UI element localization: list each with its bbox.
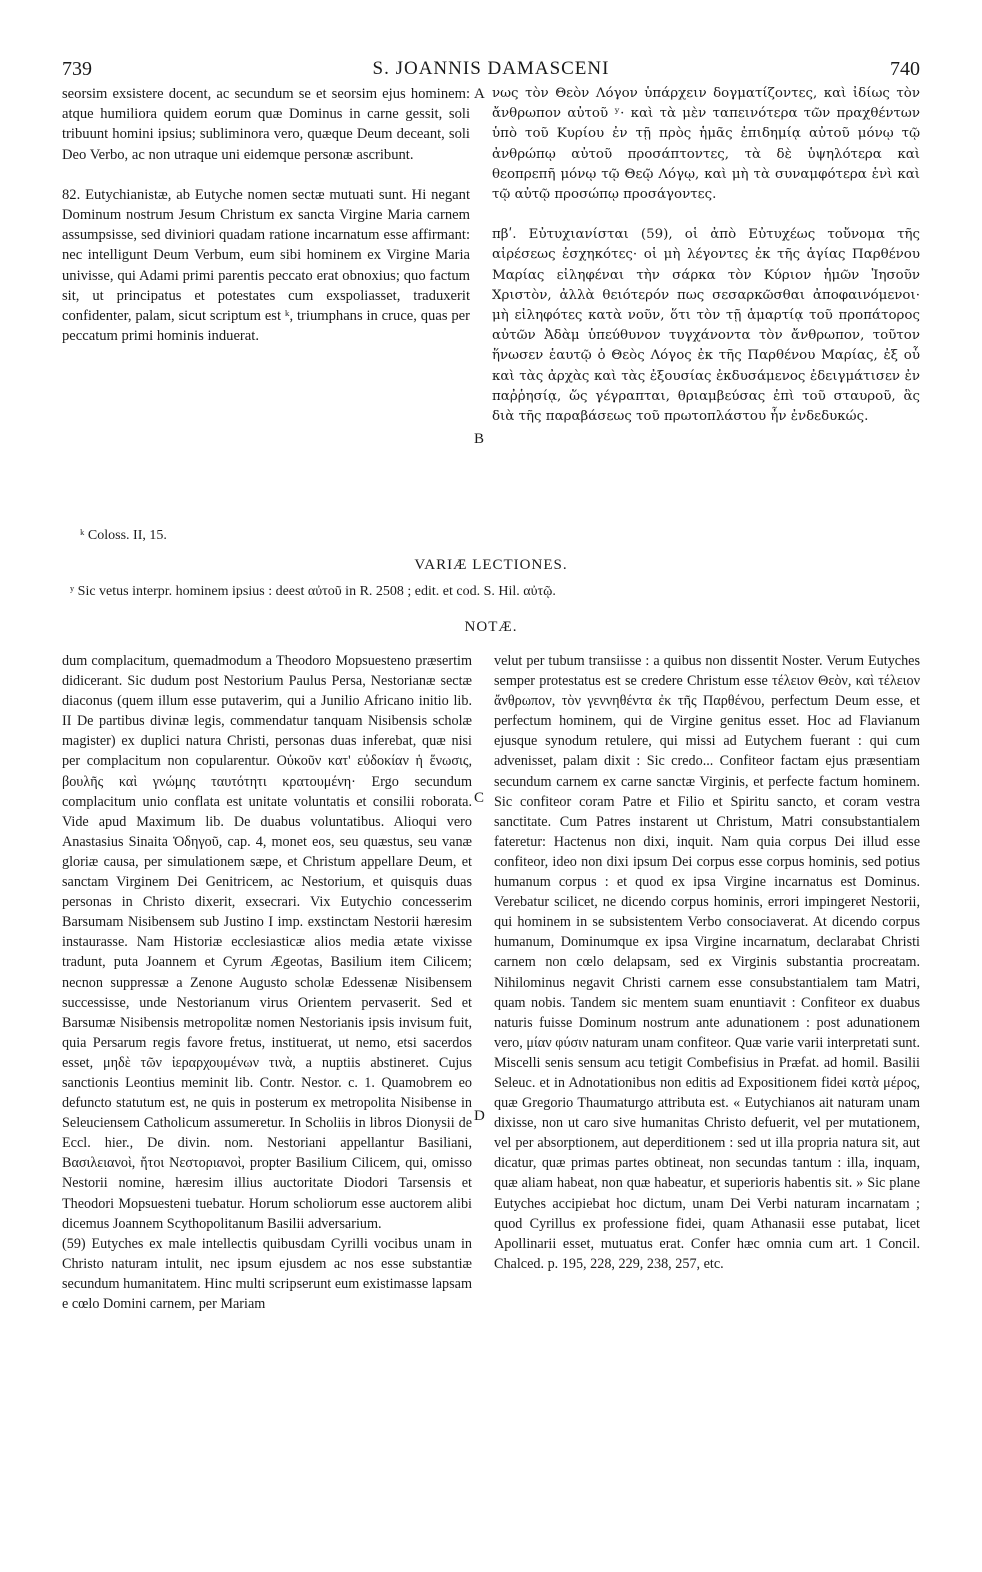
latin-paragraph-2: 82. Eutychianistæ, ab Eutyche nomen sectæ mutuati sunt. Hi negant Dominum nostrum Jesum Christum ex sancta Virgine Maria carnem assumpsisse, sed diviniori quadam ratione incarnatum esse affirmant: nec intelligunt Deum Verbum, eum sibi hominem ex Virgine Maria univisse, qui Adami primi parentis peccato erat obnoxius; quo factum sit, ut principatus et potestates cum exspoliasset, traduxerit confidenter, palam, sicut scriptum est ᵏ, triumphans in cruce, quas per peccatum primi hominis induerat. bbox=[62, 186, 470, 345]
margin-marker-d: D bbox=[474, 1108, 485, 1124]
greek-paragraph-1: νως τὸν Θεὸν Λόγον ὑπάρχειν δογματίζοντες, καὶ ἰδίως τὸν ἄνθρωπον αὐτοῦ ʸ· καὶ τὰ μὲν ταπεινότερα τῶν πραχθέντων ὑπὸ τοῦ Κυρίου ἐν τῇ πρὸς ἡμᾶς ἐπιδημίᾳ αὐτοῦ μόνῳ τῷ ἀνθρώπῳ αὐτοῦ προσάπτοντες, τὰ δὲ ὑψηλότερα καὶ θεοπρεπῆ μόνῳ τῷ Θεῷ Λόγῳ, καὶ μὴ τὰ συναμφότερα ἑνὶ καὶ τῷ αὐτῷ προσώπῳ προσάγοντες. bbox=[492, 86, 920, 203]
notes-left-column bbox=[62, 651, 472, 1314]
notes-left-paragraph-1: dum complacitum, quemadmodum a Theodoro Mopsuesteno præsertim didicerant. Sic dudum post Nestorium Paulus Persa, Nestorianæ sectæ diaconus (quem illum esse putaverim, qui a Junilio Africano initio lib. II De partibus divinæ legis, commendatur tanquam Nisibensis scholæ magister) ex duplici natura Christi, personas duas inferebat, quæ nisi per complacitum non copularentur. Οὐκοῦν κατ' εὐδοκίαν ἡ ἕνωσις, βουλῆς καὶ γνώμης ταυτότητι κρατουμένη· Ergo secundum complacitum unio conflata est unitate voluntatis et consilii roborata. Vide apud Maximum lib. De duabus voluntatibus. Alioqui vero Anastasius Sinaita Ὁδηγοῦ, cap. 4, monet eos, seu quæstus, seu vanæ gloriæ causa, per simulationem sæpe, et Christum appellare Deum, et sanctam Virginem Dei Genitricem, ac Nestorium, et quisquis duas personas in Christo dixerit, exsecrari. Vix Eutychio concesserim Barsumam Nisibensem sub Justino I imp. exstinctam Nestorii hæresim instaurasse. Nam Historiæ ecclesiasticæ alios media ætate vixisse tradunt, puta Joannem et Cyrum Ægeotas, Basilium item Cilicem; necnon suppressæ a Zenone Augusto scholæ Edessenæ Nisibensem successisse, unde Nestorianum virus Orientem pervaserit. Sed et Barsumæ Nisibensis metropolitæ nomen Nestorianis ipsis invisum fuit, quia Persarum regis favore fretus, instituerat, ut nemo, etsi sacerdos esset, μηδὲ τῶν ἱεραρχουμένων τινὰ, a nuptiis abstineret. Cujus sanctionis Leontius meminit lib. Contr. Nestor. c. 1. Quamobrem eo defuncto statutum est, ne quis in posterum ex metropolita Nisibense in Seleuciensem Catholicum assumeretur. In Scholiis in libros Dionysii de Eccl. hier., De divin. nom. Nestoriani appellantur Basiliani, Βασιλειανοὶ, ἤτοι Νεστοριανοὶ, propter Basilium Cilicem, qui, omisso Nestorii nomine, hæresim illius auctoritate Diodori Tarsensis et Theodori Mopsuesteni tuebatur. Horum scholiorum esse auctorem alibi dicemus Joannem Scythopolitanum Basilii adversarium. bbox=[62, 653, 472, 1232]
notes-left-paragraph-2: (59) Eutyches ex male intellectis quibusdam Cyrilli vocibus unam in Christo naturam intulit, nec ipsum ejusdem ac nos esse substantiæ secundum humanitatem. Hinc multi scripserunt eum existimasse lapsam e cœlo Domini carnem, per Mariam bbox=[62, 1235, 472, 1312]
notes-right-paragraph-1: velut per tubum transiisse : a quibus non dissentit Noster. Verum Eutyches semper protestatus est se credere Christum esse τέλειον Θεὸν, καὶ τέλειον ἄνθρωπον, τὸν γεννηθέντα ἐκ τῆς Παρθένου, perfectum Deum esse, et perfectum hominem, qui de Virgine genitus esset. Hoc ad Flavianum ejusque synodum retulere, qui missi ad Eutychem fuerant : qui cum advenisset, palam dixit : Sic credo... Confiteor factam ejus præsentiam secundum carnem ex carne sanctæ Virginis, et perfecte factum hominem. Sic confiteor coram Patre et Filio et Spiritu sancto, et coram vestra sanctitate. Cum Patres instarent ut Christum, Matri consubstantialem fateretur: Hactenus non dixi, inquit. Nam quia corpus Dei illud esse confiteor, ideo non dixi ipsum Dei corpus esse corpus hominis, sed potius humanum corpus : et quod ex ipsa Virgine incarnatus est Dominus. Verebatur scilicet, ne dicendo corpus hominis, errori impingeret Nestorii, qui hominem in se subsistentem Verbo consociaverat. At dicendo corpus humanum, Dominumque ex ipsa Virgine incarnatum, declarabat Christi carnem non cœlo delapsam, sed ex Virginis substantia procreatam. Nihilominus negavit Christi carnem esse consubstantialem tam Matri, quam nobis. Tandem sic mentem suam enuntiavit : Confiteor ex duabus naturis fuisse Dominum nostrum ante adunationem : post adunationem vero, μίαν φύσιν naturam unam confiteor. Quæ varie varii interpretati sunt. Miscelli senis sensum acu tetigit Combefisius in Præfat. ad homil. Basilii Seleuc. et in Adnotationibus non editis ad Expositionem fidei κατὰ μέρος, quæ Gregorio Thaumaturgo attributa est. « Eutychianos ait naturam unam dixisse, non ut caro sive humanitas Christo defuerit, vel per mutationem, vel per absorptionem, aut deperditionem : sed ut illa propria natura sit, aut dicatur, quæ primas partes obtineat, non secundas tantum : illa, inquam, quæ aliam habeat, non quæ habeatur, et superioris habentis sit. » Sic plane Eutyches accipiebat hoc dictum, unam Dei Verbi naturam incarnatam ; quod Cyrillus ex professione fidei, quam Athanasii esse putabat, licet Apollinarii esset, mutuatus erat. Confer hæc omnia cum art. 1 Concil. Chalced. p. 195, 228, 229, 238, 257, etc. bbox=[494, 653, 920, 1272]
greek-paragraph-2: πβʹ. Εὐτυχιανίσται (59), οἱ ἀπὸ Εὐτυχέως τοὔνομα τῆς αἱρέσεως ἐσχηκότες· οἱ μὴ λέγοντες ἐκ τῆς ἁγίας Παρθένου Μαρίας εἰληφέναι τὴν σάρκα τὸν Κύριον ἡμῶν Ἰησοῦν Χριστὸν, ἀλλὰ θειότερόν πως σεσαρκῶσθαι ἀποφαινόμενοι· μὴ εἰληφότες κατὰ νοῦν, ὅτι τὸν τῇ ἁμαρτίᾳ τοῦ προπάτορος αὐτῶν Ἀδὰμ ὑπεύθυνον τυγχάνοντα τὸν ἄνθρωπον, τοῦτον ἥνωσεν ἑαυτῷ ὁ Θεὸς Λόγος ἐκ τῆς Παρθένου Μαρίας, ἐξ οὗ καὶ τὰς ἀρχὰς καὶ τὰς ἐξουσίας ἐκδυσάμενος ἐδειγμάτισεν ἐν παῤῥησίᾳ, ὥς γέγραπται, θριαμβεύσας ἐπὶ τοῦ σταυροῦ, ἃς διὰ τῆς παραβάσεως τοῦ πρωτοπλάστου ἦν ἐνδεδυκώς. bbox=[492, 227, 920, 425]
page-number-left: 739 bbox=[62, 58, 92, 80]
margin-marker-b: B bbox=[474, 431, 485, 447]
variant-reading-line: ʸ Sic vetus interpr. hominem ipsius : deest αὐτοῦ in R. 2508 ; edit. et cod. S. Hil. αὐτῷ. bbox=[70, 584, 556, 599]
running-title: S. JOANNIS DAMASCENI bbox=[372, 58, 610, 79]
variae-lectiones-heading: VARIÆ LECTIONES. bbox=[414, 557, 568, 573]
footnote-colossians: ᵏ Coloss. II, 15. bbox=[80, 528, 167, 543]
notes-right-column bbox=[494, 651, 920, 1274]
latin-paragraph-1: seorsim exsistere docent, ac secundum se et seorsim ejus hominem: atque humiliora quidem eorum quæ Dominus in carne gessit, soli tribuunt homini ipsius; subliminora vero, quæque Deum deceant, soli Deo Verbo, ac non utraque uni eidemque personæ ascribunt. bbox=[62, 86, 470, 163]
page-number-right: 740 bbox=[890, 58, 920, 80]
margin-marker-c: C bbox=[474, 790, 485, 806]
greek-text-column bbox=[492, 84, 920, 427]
page-header bbox=[62, 58, 920, 80]
margin-marker-a: A bbox=[474, 86, 485, 102]
latin-text-column bbox=[62, 84, 470, 346]
notae-heading: NOTÆ. bbox=[464, 619, 518, 635]
